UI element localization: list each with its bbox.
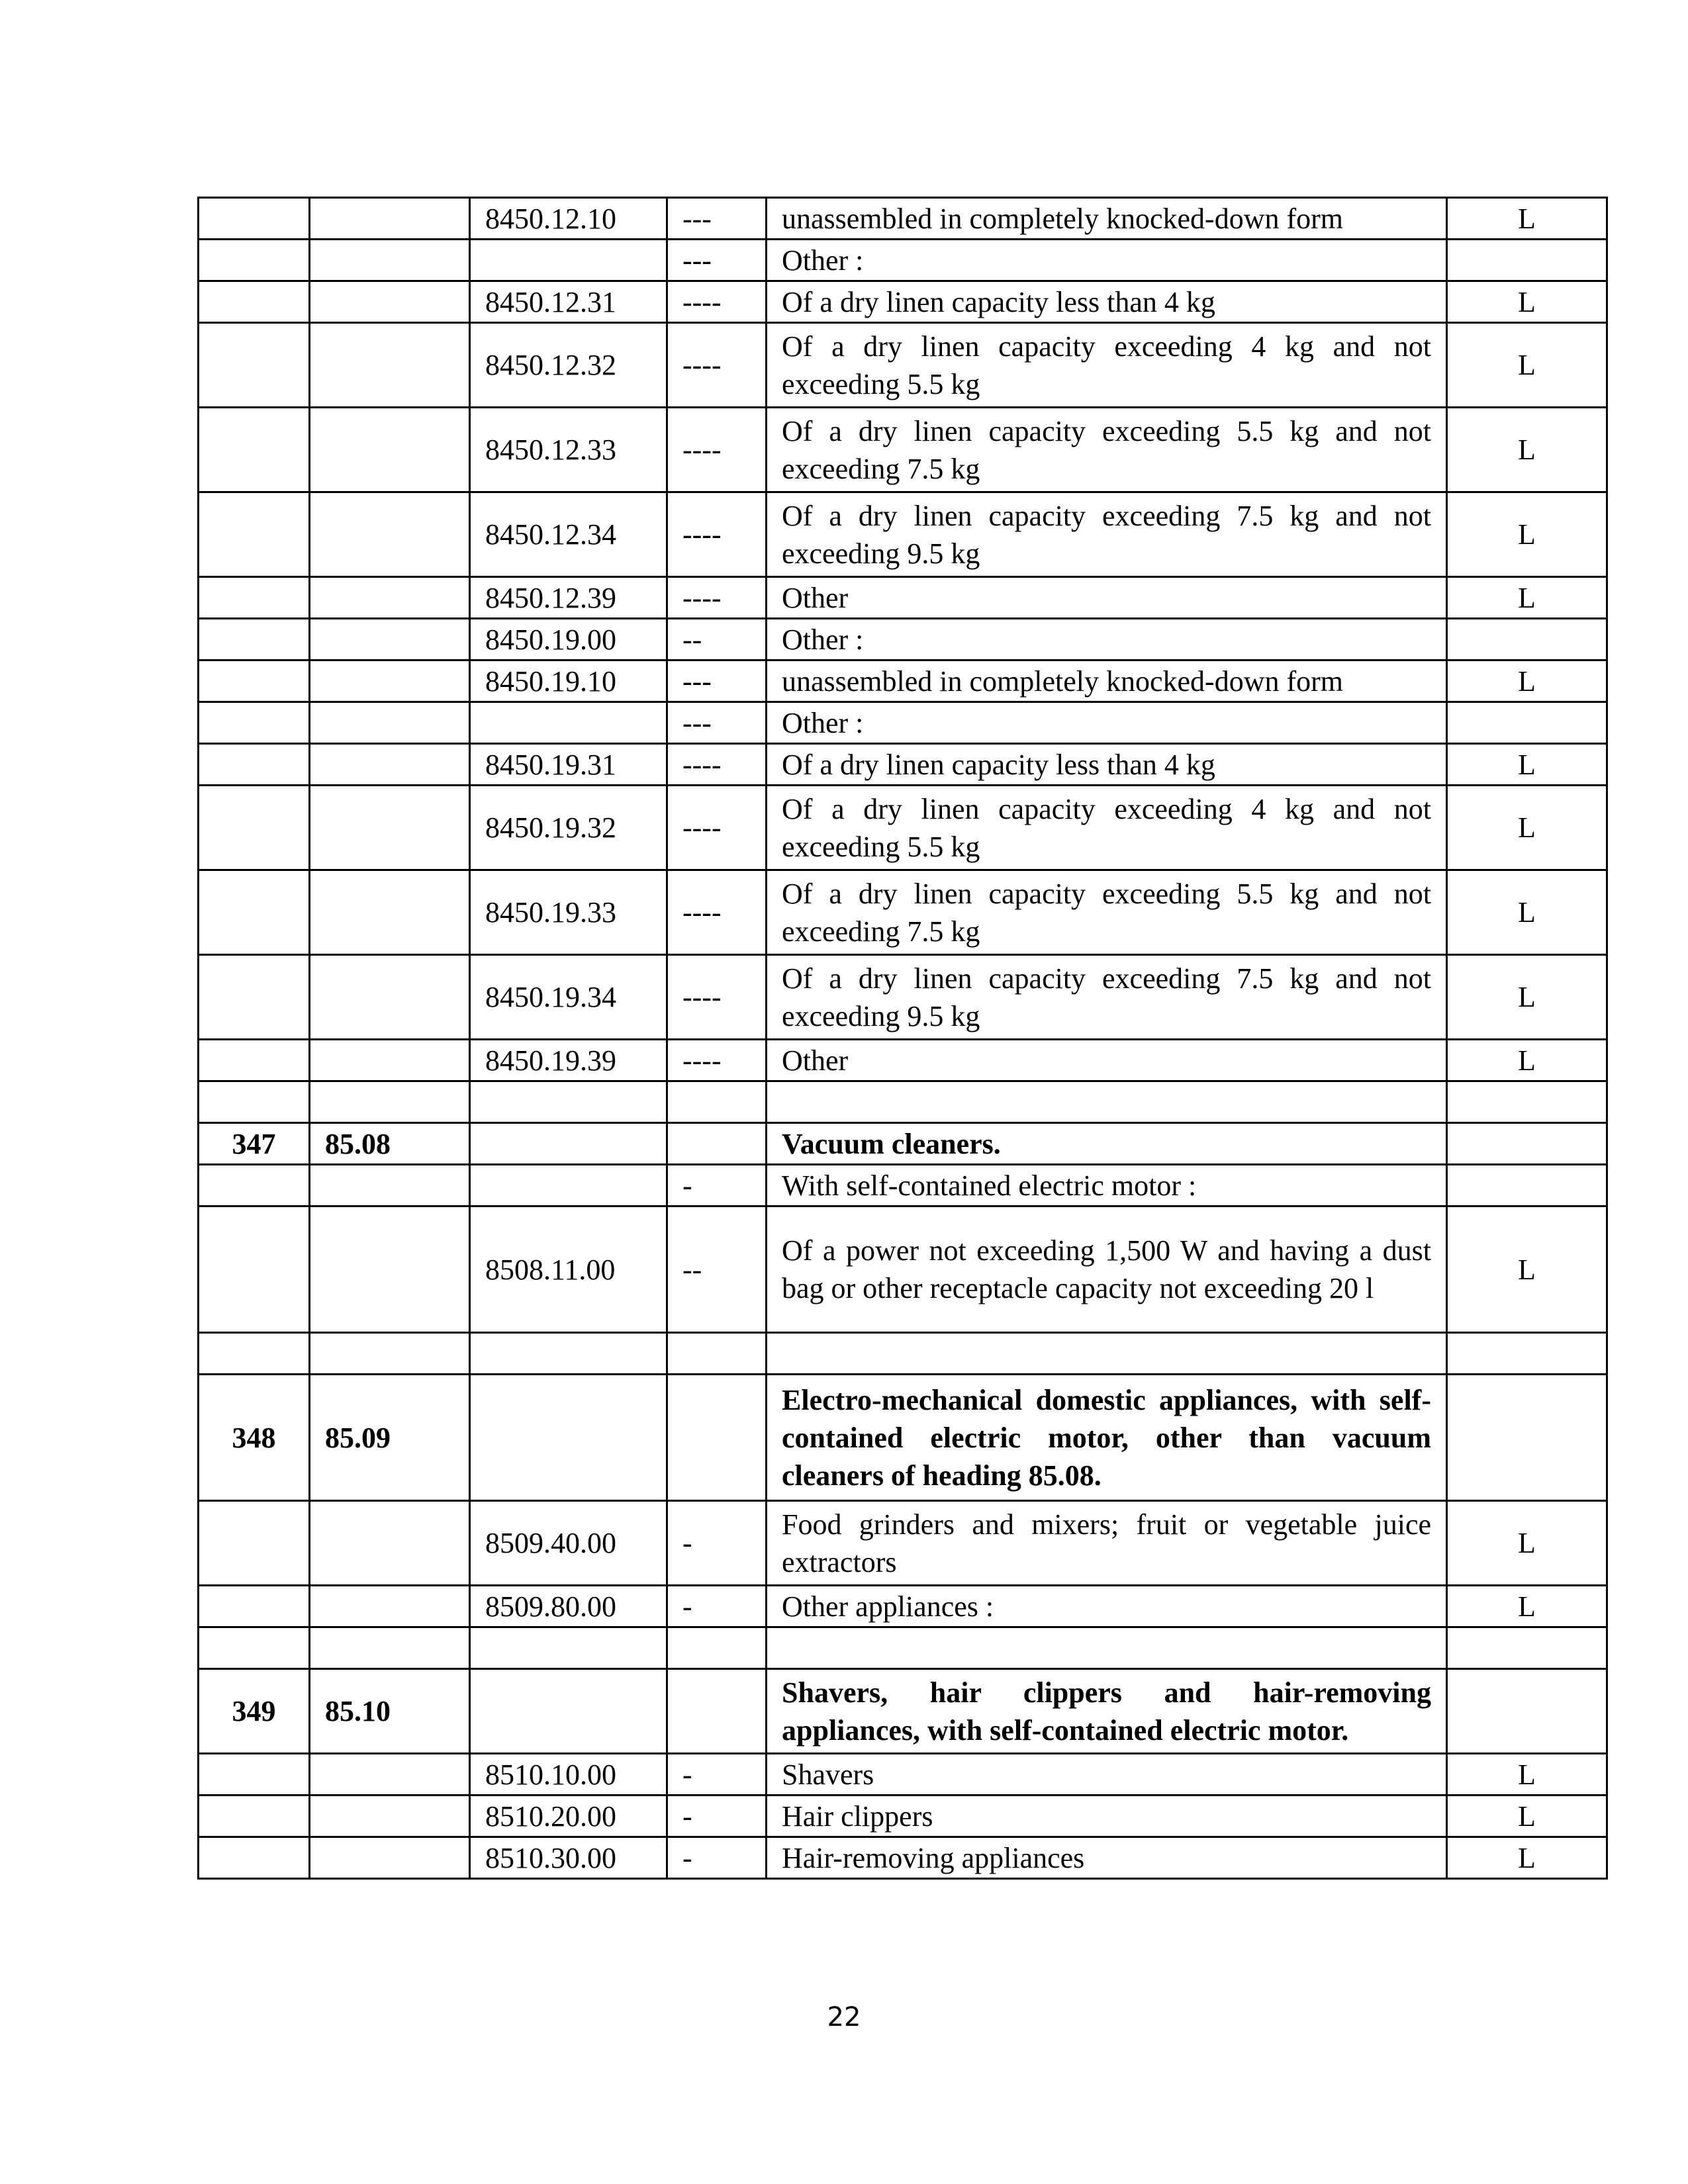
- heading-number-cell: [310, 1040, 470, 1081]
- table-row: [199, 1796, 1607, 1837]
- description-cell: Of a dry linen capacity exceeding 7.5 kg and not exceeding 9.5 kg: [767, 492, 1447, 577]
- category-cell: L: [1447, 1586, 1607, 1627]
- description-cell: Other: [767, 1040, 1447, 1081]
- serial-number-cell: [199, 1754, 310, 1796]
- serial-number-cell: [199, 1586, 310, 1627]
- tariff-code-cell: [470, 240, 667, 281]
- description-cell: [767, 1627, 1447, 1669]
- table-row: [199, 1165, 1607, 1206]
- heading-number-cell: [310, 955, 470, 1040]
- description-cell: Hair-removing appliances: [767, 1837, 1447, 1879]
- heading-number-cell: [310, 702, 470, 744]
- indent-dash-cell: -: [667, 1837, 767, 1879]
- serial-number-cell: [199, 1206, 310, 1333]
- serial-number-cell: [199, 744, 310, 786]
- description-cell: Other :: [767, 702, 1447, 744]
- category-cell: L: [1447, 1501, 1607, 1586]
- heading-number-cell: [310, 408, 470, 492]
- category-cell: L: [1447, 323, 1607, 408]
- table-row: [199, 1669, 1607, 1754]
- table-row: [199, 408, 1607, 492]
- heading-number-cell: [310, 1165, 470, 1206]
- indent-dash-cell: ----: [667, 744, 767, 786]
- tariff-code-cell: 8450.12.32: [470, 323, 667, 408]
- serial-number-cell: [199, 1040, 310, 1081]
- tariff-code-cell: [470, 1627, 667, 1669]
- tariff-table-body: [199, 198, 1607, 1879]
- description-cell: Food grinders and mixers; fruit or vegetable juice extractors: [767, 1501, 1447, 1586]
- table-row: [199, 660, 1607, 702]
- description-cell: Electro-mechanical domestic appliances, with self-contained electric motor, other than vacuum cleaners of heading 85.08.: [767, 1375, 1447, 1501]
- indent-dash-cell: ----: [667, 870, 767, 955]
- heading-number-cell: [310, 577, 470, 619]
- tariff-code-cell: [470, 1123, 667, 1165]
- heading-number-cell: [310, 1754, 470, 1796]
- serial-number-cell: [199, 1837, 310, 1879]
- serial-number-cell: [199, 240, 310, 281]
- tariff-code-cell: 8450.19.31: [470, 744, 667, 786]
- serial-number-cell: [199, 492, 310, 577]
- description-cell: Other: [767, 577, 1447, 619]
- description-cell: With self-contained electric motor :: [767, 1165, 1447, 1206]
- tariff-code-cell: [470, 1669, 667, 1754]
- table-row: [199, 1501, 1607, 1586]
- indent-dash-cell: ----: [667, 1040, 767, 1081]
- serial-number-cell: [199, 408, 310, 492]
- tariff-code-cell: 8510.10.00: [470, 1754, 667, 1796]
- indent-dash-cell: [667, 1627, 767, 1669]
- serial-number-cell: [199, 1501, 310, 1586]
- serial-number-cell: [199, 1796, 310, 1837]
- tariff-code-cell: [470, 1081, 667, 1123]
- indent-dash-cell: -: [667, 1586, 767, 1627]
- description-cell: Other :: [767, 619, 1447, 660]
- serial-number-cell: [199, 660, 310, 702]
- category-cell: L: [1447, 1206, 1607, 1333]
- indent-dash-cell: --: [667, 1206, 767, 1333]
- indent-dash-cell: [667, 1375, 767, 1501]
- description-cell: Of a dry linen capacity exceeding 5.5 kg and not exceeding 7.5 kg: [767, 870, 1447, 955]
- description-cell: [767, 1081, 1447, 1123]
- heading-number-cell: [310, 1627, 470, 1669]
- heading-number-cell: [310, 281, 470, 323]
- indent-dash-cell: ----: [667, 408, 767, 492]
- tariff-code-cell: 8450.12.10: [470, 198, 667, 240]
- indent-dash-cell: -: [667, 1796, 767, 1837]
- description-cell: unassembled in completely knocked-down form: [767, 660, 1447, 702]
- serial-number-cell: [199, 323, 310, 408]
- heading-number-cell: [310, 1081, 470, 1123]
- table-row: [199, 1627, 1607, 1669]
- description-cell: Shavers, hair clippers and hair-removing appliances, with self-contained electric motor.: [767, 1669, 1447, 1754]
- heading-number-cell: 85.10: [310, 1669, 470, 1754]
- serial-number-cell: [199, 786, 310, 870]
- tariff-code-cell: 8510.30.00: [470, 1837, 667, 1879]
- category-cell: L: [1447, 577, 1607, 619]
- heading-number-cell: [310, 1206, 470, 1333]
- tariff-code-cell: 8510.20.00: [470, 1796, 667, 1837]
- heading-number-cell: [310, 1501, 470, 1586]
- indent-dash-cell: ----: [667, 577, 767, 619]
- tariff-code-cell: 8450.19.33: [470, 870, 667, 955]
- indent-dash-cell: [667, 1669, 767, 1754]
- category-cell: [1447, 1375, 1607, 1501]
- serial-number-cell: [199, 619, 310, 660]
- indent-dash-cell: ---: [667, 240, 767, 281]
- table-row: [199, 1375, 1607, 1501]
- tariff-code-cell: 8450.12.34: [470, 492, 667, 577]
- tariff-code-cell: 8450.19.10: [470, 660, 667, 702]
- heading-number-cell: [310, 1837, 470, 1879]
- table-row: [199, 1754, 1607, 1796]
- serial-number-cell: [199, 1081, 310, 1123]
- table-row: [199, 1206, 1607, 1333]
- serial-number-cell: 347: [199, 1123, 310, 1165]
- category-cell: L: [1447, 870, 1607, 955]
- description-cell: Of a dry linen capacity exceeding 5.5 kg and not exceeding 7.5 kg: [767, 408, 1447, 492]
- heading-number-cell: [310, 198, 470, 240]
- description-cell: unassembled in completely knocked-down form: [767, 198, 1447, 240]
- serial-number-cell: [199, 955, 310, 1040]
- table-row: [199, 1123, 1607, 1165]
- description-cell: Of a dry linen capacity exceeding 4 kg and not exceeding 5.5 kg: [767, 786, 1447, 870]
- category-cell: L: [1447, 1754, 1607, 1796]
- serial-number-cell: 348: [199, 1375, 310, 1501]
- table-row: [199, 1837, 1607, 1879]
- category-cell: L: [1447, 492, 1607, 577]
- category-cell: L: [1447, 1040, 1607, 1081]
- tariff-code-cell: [470, 702, 667, 744]
- table-row: [199, 281, 1607, 323]
- category-cell: [1447, 1627, 1607, 1669]
- description-cell: Of a dry linen capacity less than 4 kg: [767, 744, 1447, 786]
- description-cell: [767, 1333, 1447, 1375]
- heading-number-cell: [310, 744, 470, 786]
- serial-number-cell: [199, 1333, 310, 1375]
- category-cell: [1447, 1123, 1607, 1165]
- tariff-code-cell: 8450.12.33: [470, 408, 667, 492]
- heading-number-cell: 85.08: [310, 1123, 470, 1165]
- tariff-code-cell: 8450.12.39: [470, 577, 667, 619]
- tariff-code-cell: 8450.19.34: [470, 955, 667, 1040]
- table-row: [199, 492, 1607, 577]
- description-cell: Hair clippers: [767, 1796, 1447, 1837]
- category-cell: L: [1447, 408, 1607, 492]
- table-row: [199, 240, 1607, 281]
- serial-number-cell: [199, 281, 310, 323]
- serial-number-cell: [199, 1165, 310, 1206]
- category-cell: L: [1447, 786, 1607, 870]
- category-cell: [1447, 1165, 1607, 1206]
- table-row: [199, 198, 1607, 240]
- table-row: [199, 1040, 1607, 1081]
- tariff-code-cell: 8450.19.32: [470, 786, 667, 870]
- category-cell: L: [1447, 660, 1607, 702]
- table-row: [199, 1081, 1607, 1123]
- description-cell: Vacuum cleaners.: [767, 1123, 1447, 1165]
- heading-number-cell: [310, 870, 470, 955]
- tariff-code-cell: [470, 1375, 667, 1501]
- description-cell: Other :: [767, 240, 1447, 281]
- tariff-code-cell: 8450.19.39: [470, 1040, 667, 1081]
- table-row: [199, 577, 1607, 619]
- indent-dash-cell: ---: [667, 702, 767, 744]
- description-cell: Other appliances :: [767, 1586, 1447, 1627]
- tariff-code-cell: 8450.19.00: [470, 619, 667, 660]
- category-cell: L: [1447, 1796, 1607, 1837]
- tariff-table: [197, 197, 1608, 1880]
- serial-number-cell: [199, 702, 310, 744]
- heading-number-cell: [310, 492, 470, 577]
- category-cell: [1447, 1669, 1607, 1754]
- table-row: [199, 702, 1607, 744]
- heading-number-cell: [310, 323, 470, 408]
- table-row: [199, 870, 1607, 955]
- indent-dash-cell: [667, 1081, 767, 1123]
- category-cell: L: [1447, 744, 1607, 786]
- heading-number-cell: [310, 786, 470, 870]
- tariff-code-cell: [470, 1165, 667, 1206]
- heading-number-cell: [310, 1586, 470, 1627]
- indent-dash-cell: ----: [667, 323, 767, 408]
- serial-number-cell: 349: [199, 1669, 310, 1754]
- category-cell: L: [1447, 281, 1607, 323]
- description-cell: Of a dry linen capacity exceeding 4 kg and not exceeding 5.5 kg: [767, 323, 1447, 408]
- indent-dash-cell: ---: [667, 660, 767, 702]
- tariff-code-cell: 8509.40.00: [470, 1501, 667, 1586]
- table-row: [199, 786, 1607, 870]
- category-cell: [1447, 1333, 1607, 1375]
- indent-dash-cell: --: [667, 619, 767, 660]
- indent-dash-cell: ----: [667, 281, 767, 323]
- table-row: [199, 1333, 1607, 1375]
- table-row: [199, 955, 1607, 1040]
- description-cell: Of a dry linen capacity less than 4 kg: [767, 281, 1447, 323]
- heading-number-cell: [310, 1333, 470, 1375]
- indent-dash-cell: ---: [667, 198, 767, 240]
- serial-number-cell: [199, 198, 310, 240]
- indent-dash-cell: -: [667, 1754, 767, 1796]
- serial-number-cell: [199, 870, 310, 955]
- serial-number-cell: [199, 577, 310, 619]
- description-cell: Of a dry linen capacity exceeding 7.5 kg and not exceeding 9.5 kg: [767, 955, 1447, 1040]
- category-cell: L: [1447, 955, 1607, 1040]
- heading-number-cell: [310, 619, 470, 660]
- indent-dash-cell: ----: [667, 955, 767, 1040]
- tariff-code-cell: 8450.12.31: [470, 281, 667, 323]
- category-cell: [1447, 1081, 1607, 1123]
- category-cell: [1447, 240, 1607, 281]
- serial-number-cell: [199, 1627, 310, 1669]
- table-row: [199, 619, 1607, 660]
- tariff-code-cell: 8509.80.00: [470, 1586, 667, 1627]
- indent-dash-cell: -: [667, 1501, 767, 1586]
- heading-number-cell: 85.09: [310, 1375, 470, 1501]
- indent-dash-cell: [667, 1123, 767, 1165]
- indent-dash-cell: ----: [667, 786, 767, 870]
- indent-dash-cell: -: [667, 1165, 767, 1206]
- table-row: [199, 1586, 1607, 1627]
- heading-number-cell: [310, 1796, 470, 1837]
- table-row: [199, 323, 1607, 408]
- category-cell: L: [1447, 1837, 1607, 1879]
- indent-dash-cell: [667, 1333, 767, 1375]
- page-number: 22: [827, 2002, 861, 2032]
- table-row: [199, 744, 1607, 786]
- heading-number-cell: [310, 240, 470, 281]
- heading-number-cell: [310, 660, 470, 702]
- category-cell: [1447, 702, 1607, 744]
- description-cell: Of a power not exceeding 1,500 W and having a dust bag or other receptacle capacity not exceeding 20 l: [767, 1206, 1447, 1333]
- tariff-code-cell: [470, 1333, 667, 1375]
- description-cell: Shavers: [767, 1754, 1447, 1796]
- tariff-code-cell: 8508.11.00: [470, 1206, 667, 1333]
- category-cell: L: [1447, 198, 1607, 240]
- category-cell: [1447, 619, 1607, 660]
- indent-dash-cell: ----: [667, 492, 767, 577]
